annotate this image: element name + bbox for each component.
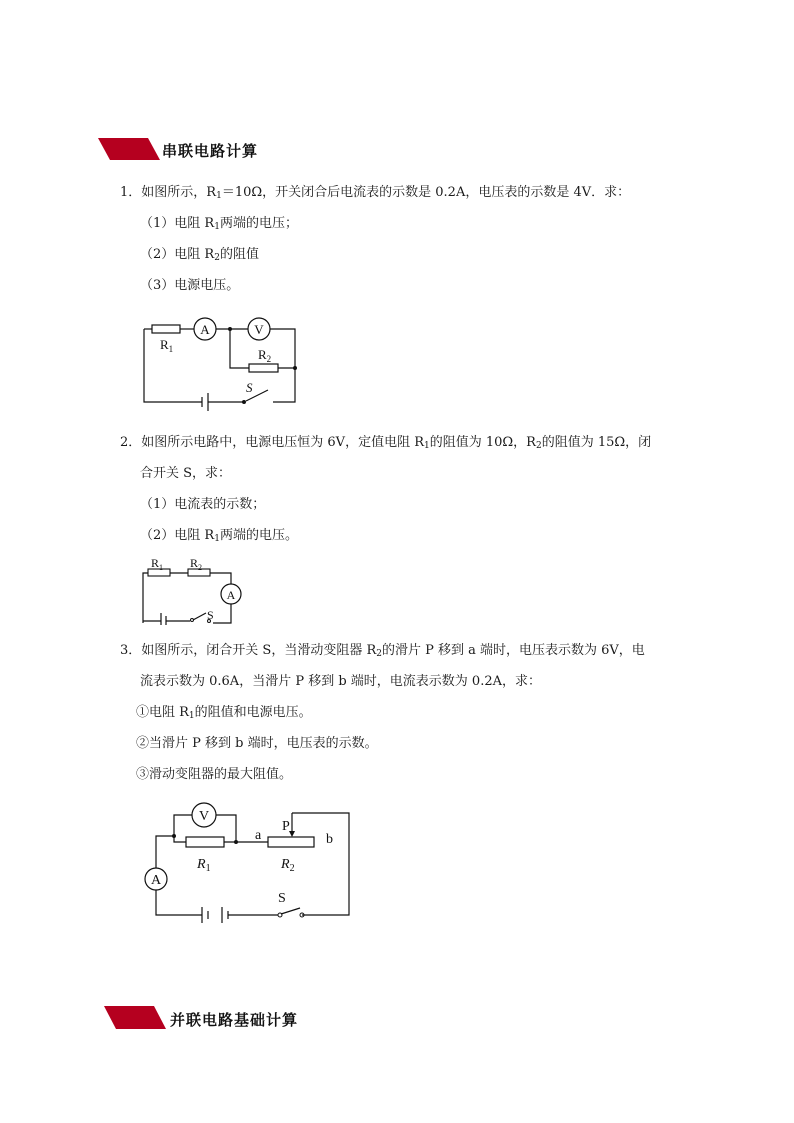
resistor-r1 bbox=[186, 837, 224, 847]
battery bbox=[202, 393, 208, 411]
problem-number: 2． bbox=[120, 435, 142, 450]
section-header-series bbox=[0, 136, 400, 162]
problem-2-stem-line-2: 合开关 S，求： bbox=[140, 466, 232, 481]
r1-label: $R_1$ bbox=[197, 857, 211, 874]
circuit-diagram-2 bbox=[138, 555, 258, 625]
section-banner-shape bbox=[0, 136, 160, 162]
r1-label: $R_1$ bbox=[160, 337, 174, 354]
problem-3-question-2: ②当滑片 P 移到 b 端时，电压表的示数。 bbox=[136, 736, 378, 751]
problem-1-stem: 1．如图所示，$R_1=10\Omega$，开关闭合后电流表的示数是 0.2A，电压表的示数是 4V．求： bbox=[120, 185, 631, 201]
resistor-r2 bbox=[249, 364, 278, 372]
voltmeter-label: V bbox=[254, 322, 264, 337]
problem-3-question-3: ③滑动变阻器的最大阻值。 bbox=[136, 767, 293, 782]
ammeter-label: A bbox=[226, 588, 236, 602]
r2-label: $R_2$ bbox=[281, 857, 295, 874]
switch-label: S bbox=[207, 608, 214, 622]
problem-3-question-1: ①电阻 $R_1$的阻值和电源电压。 bbox=[136, 705, 312, 721]
section-title: 并联电路基础计算 bbox=[170, 1011, 299, 1029]
section-title: 串联电路计算 bbox=[162, 142, 259, 160]
resistor-r1 bbox=[152, 325, 180, 333]
end-b-label: b bbox=[326, 832, 333, 847]
problem-number: 3． bbox=[120, 643, 142, 658]
switch bbox=[281, 908, 300, 914]
switch-label: S bbox=[246, 380, 253, 395]
slider-label: P bbox=[282, 819, 290, 834]
circuit-diagram-3 bbox=[140, 795, 360, 925]
problem-number: 1． bbox=[120, 185, 142, 200]
end-a-label: a bbox=[255, 828, 262, 843]
problem-2-stem: 2．如图所示电路中，电源电压恒为 6V，定值电阻 $R_1$的阻值为 10Ω，$R_2$的阻值为 15Ω，闭 bbox=[120, 435, 652, 451]
section-banner-shape bbox=[0, 1005, 170, 1031]
problem-1-question-3: （3）电源电压。 bbox=[140, 278, 240, 293]
r2-label: $R_2$ bbox=[258, 347, 272, 364]
rheostat-r2 bbox=[268, 837, 314, 847]
circuit-diagram-1 bbox=[138, 312, 308, 412]
r1-label: $R_1$ bbox=[151, 556, 164, 572]
section-header-parallel bbox=[0, 1005, 400, 1031]
problem-2-question-2: （2）电阻 $R_1$两端的电压。 bbox=[140, 528, 298, 544]
r2-label: $R_2$ bbox=[190, 556, 203, 572]
switch bbox=[193, 613, 206, 620]
battery bbox=[161, 613, 166, 625]
problem-2-question-1: （1）电流表的示数； bbox=[140, 497, 266, 512]
ammeter-label: A bbox=[200, 322, 210, 337]
problem-1-question-1: （1）电阻 $R_1$两端的电压； bbox=[140, 216, 298, 232]
problem-3-stem: 3．如图所示，闭合开关 S，当滑动变阻器 $R_2$的滑片 P 移到 a 端时，电压表示数为 6V，电 bbox=[120, 643, 645, 659]
problem-3-stem-line-2: 流表示数为 0.6A，当滑片 P 移到 b 端时，电流表示数为 0.2A，求： bbox=[140, 674, 541, 689]
switch-label: S bbox=[278, 891, 286, 906]
voltmeter-label: V bbox=[198, 809, 210, 824]
problem-1-question-2: （2）电阻 $R_2$的阻值 bbox=[140, 247, 259, 263]
ammeter-label: A bbox=[150, 873, 162, 888]
battery bbox=[202, 907, 228, 923]
